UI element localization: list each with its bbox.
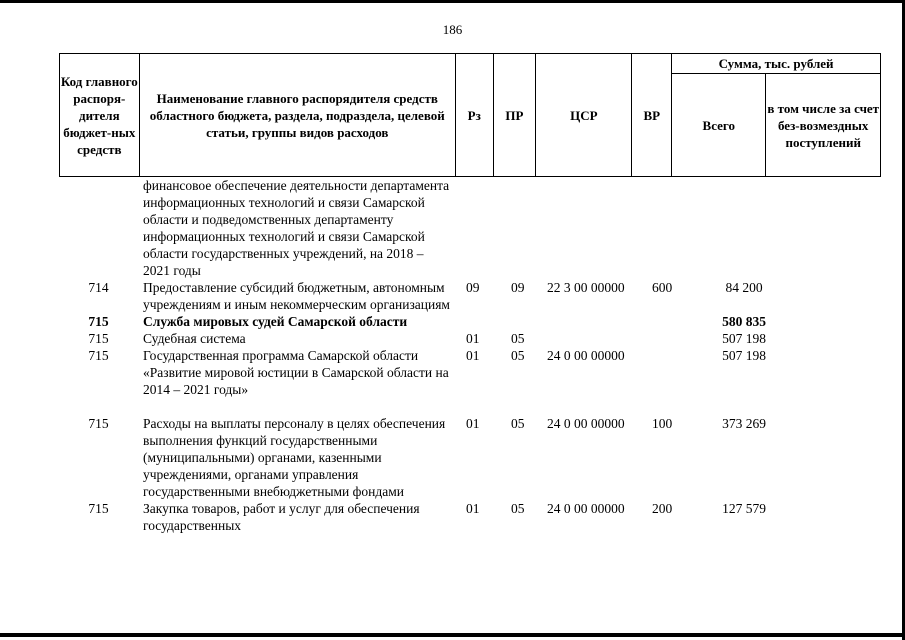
row-vr: 200 bbox=[652, 501, 673, 516]
row-rz: 01 bbox=[466, 416, 480, 431]
row-name: Государственная программа Самарской области «Развитие мировой юстиции в Самарской области на 2014 – 2021 годы» bbox=[143, 348, 449, 397]
row-total: 507 198 bbox=[722, 331, 766, 346]
row-csr: 24 0 00 00000 bbox=[547, 416, 625, 431]
row-rz: 09 bbox=[466, 280, 480, 295]
header-code: Код главного распоря-дителя бюджет-ных средств bbox=[60, 54, 140, 177]
row-code: 715 bbox=[88, 314, 109, 329]
header-name: Наименование главного распорядителя средств областного бюджета, раздела, подраздела, целевой статьи, группы видов расходов bbox=[139, 54, 455, 177]
row-vr: 600 bbox=[652, 280, 673, 295]
table-row bbox=[59, 347, 881, 398]
row-vr: 100 bbox=[652, 416, 673, 431]
header-sum: Сумма, тыс. рублей bbox=[672, 54, 881, 74]
row-rz: 01 bbox=[466, 501, 480, 516]
row-pr: 05 bbox=[511, 501, 525, 516]
table-body bbox=[59, 177, 881, 534]
row-csr: 22 3 00 00000 bbox=[547, 280, 625, 295]
row-name: Закупка товаров, работ и услуг для обеспечения государственных bbox=[143, 501, 420, 533]
row-pr: 05 bbox=[511, 348, 525, 363]
row-name: финансовое обеспечение деятельности департамента информационных технологий и связи Самарской области и подведомственных департаменту информационных технологий и связи Самарской области государственных учреждений, на 2018 – 2021 годы bbox=[143, 178, 450, 278]
header-total: Всего bbox=[672, 74, 766, 177]
row-pr: 05 bbox=[511, 331, 525, 346]
row-csr: 24 0 00 00000 bbox=[547, 348, 625, 363]
row-total: 373 269 bbox=[722, 416, 766, 431]
table-row bbox=[59, 415, 881, 500]
table-row bbox=[59, 500, 881, 534]
row-total: 507 198 bbox=[722, 348, 766, 363]
row-code: 715 bbox=[88, 348, 109, 363]
table-row bbox=[59, 313, 881, 330]
row-code: 715 bbox=[88, 331, 109, 346]
row-csr: 24 0 00 00000 bbox=[547, 501, 625, 516]
header-rz: Рз bbox=[455, 54, 493, 177]
table-header bbox=[59, 53, 881, 177]
row-pr: 05 bbox=[511, 416, 525, 431]
table-row bbox=[59, 177, 881, 279]
header-pr: ПР bbox=[493, 54, 536, 177]
row-name: Расходы на выплаты персоналу в целях обеспечения выполнения функций государственными (муниципальными) органами, казенными учреждениями, органами управления государственными внебюджетными фондами bbox=[143, 416, 446, 499]
header-vr: ВР bbox=[632, 54, 672, 177]
row-total: 127 579 bbox=[722, 501, 766, 516]
top-border bbox=[0, 0, 905, 3]
bottom-border bbox=[0, 633, 905, 637]
row-total: 84 200 bbox=[725, 280, 763, 295]
row-total: 580 835 bbox=[722, 314, 766, 329]
page-number: 186 bbox=[442, 22, 463, 37]
header-csr: ЦСР bbox=[536, 54, 632, 177]
row-name: Предоставление субсидий бюджетным, автономным учреждениям и иным некоммерческим организациям bbox=[143, 280, 450, 312]
row-code: 714 bbox=[88, 280, 109, 295]
row-rz: 01 bbox=[466, 348, 480, 363]
row-name: Судебная система bbox=[143, 331, 246, 346]
table-row bbox=[59, 279, 881, 313]
row-code: 715 bbox=[88, 501, 109, 516]
table-row bbox=[59, 330, 881, 347]
row-code: 715 bbox=[88, 416, 109, 431]
header-incl: в том числе за счет без-возмездных поступлений bbox=[766, 74, 881, 177]
row-rz: 01 bbox=[466, 331, 480, 346]
row-pr: 09 bbox=[511, 280, 525, 295]
row-name: Служба мировых судей Самарской области bbox=[143, 314, 408, 329]
